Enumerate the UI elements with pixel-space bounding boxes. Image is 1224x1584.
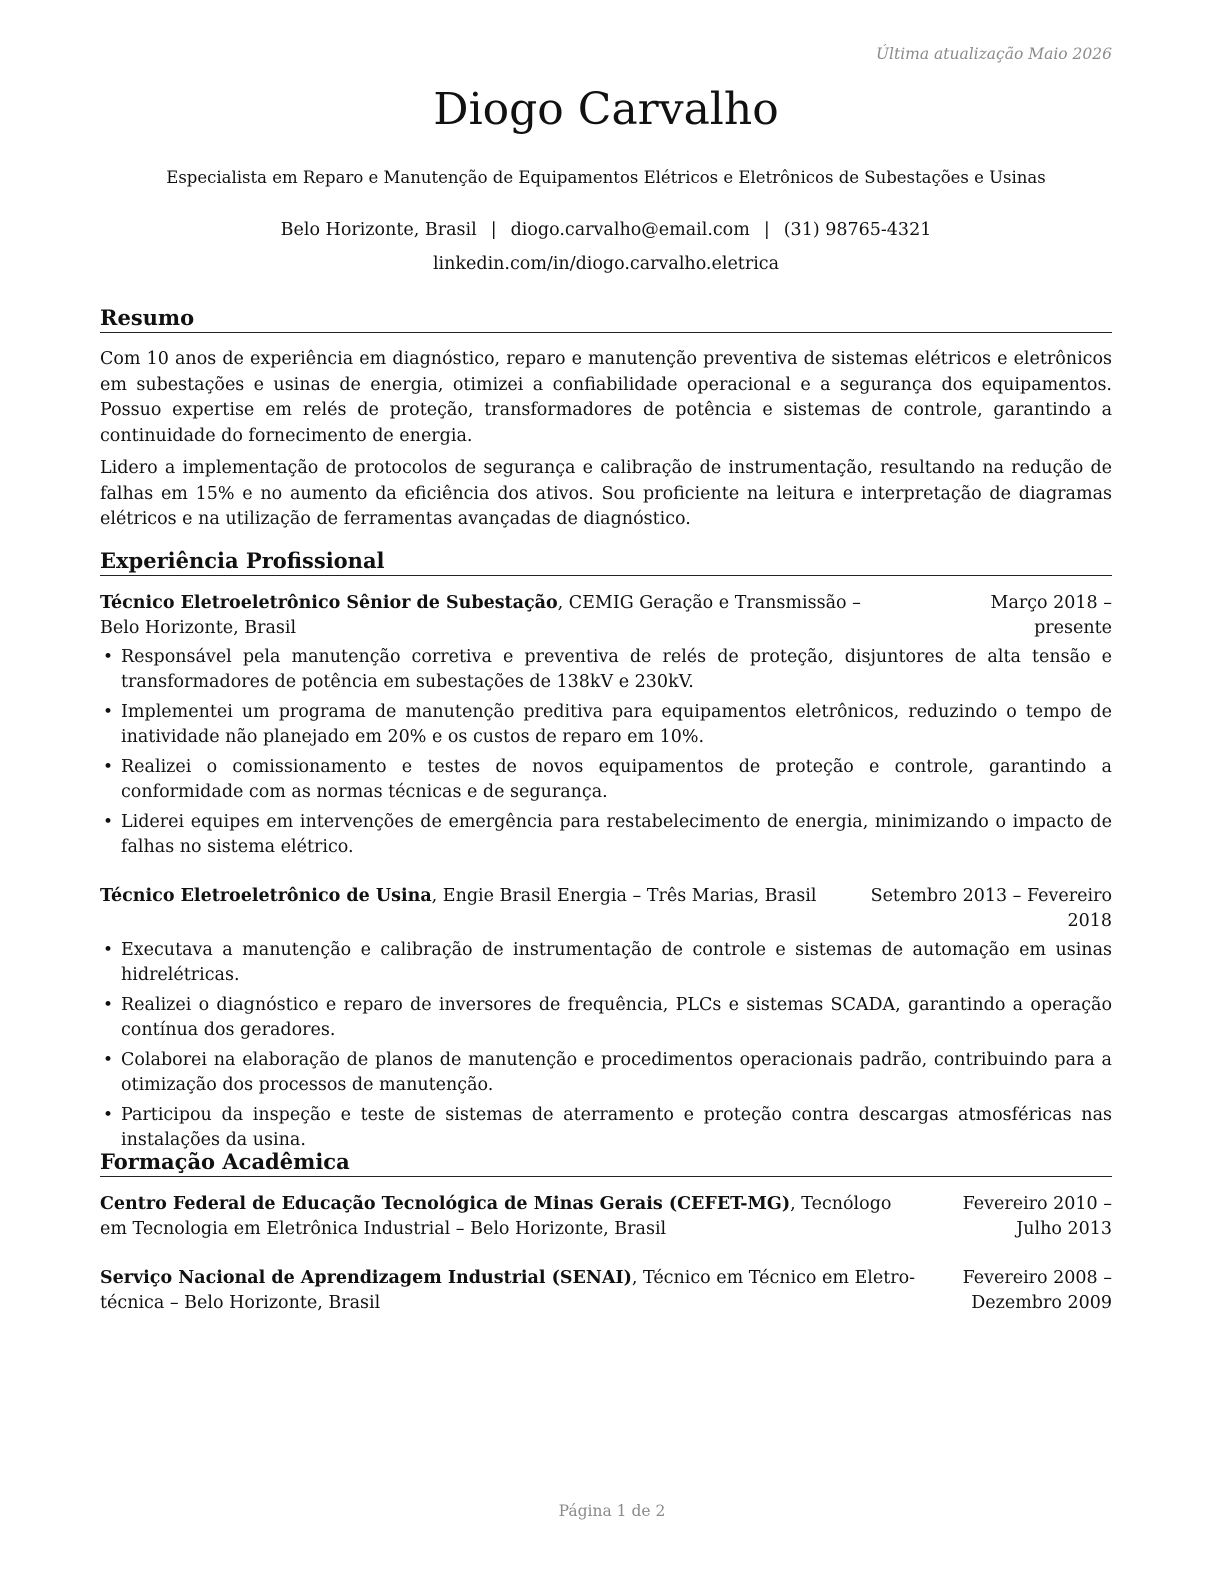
bullet-icon: •: [103, 1105, 114, 1125]
contact-separator: |: [490, 220, 497, 240]
list-item: • Liderei equipes em intervenções de emergência para restabelecimento de energia, minimizando o impacto de falhas no sistema elétrico.: [103, 812, 1112, 857]
list-item: • Participou da inspeção e teste de sistemas de aterramento e proteção contra descargas atmosféricas nas instalações da usina.: [103, 1105, 1112, 1150]
list-item: • Responsável pela manutenção corretiva e preventiva de relés de proteção, disjuntores de alta tensão e transformadores de potência em subestações de 138kV e 230kV.: [103, 647, 1112, 692]
section-title-education: Formação Acadêmica: [100, 1149, 1112, 1177]
institution-name: Centro Federal de Educação Tecnológica de Minas Gerais (CEFET-MG): [100, 1194, 791, 1214]
job-company: , Engie Brasil Energia – Três Marias, Brasil: [431, 886, 817, 906]
job-header: [100, 884, 1112, 934]
list-item: • Colaborei na elaboração de planos de manutenção e procedimentos operacionais padrão, contribuindo para a otimização dos processos de manutenção.: [103, 1050, 1112, 1095]
bullet-icon: •: [103, 702, 114, 722]
location: Belo Horizonte, Brasil: [280, 220, 477, 240]
bullet-icon: •: [103, 1050, 114, 1070]
tagline: Especialista em Reparo e Manutenção de Equipamentos Elétricos e Eletrônicos de Subestações e Usinas: [166, 168, 1046, 187]
bullet-icon: •: [103, 757, 114, 777]
linkedin-link[interactable]: linkedin.com/in/diogo.carvalho.eletrica: [432, 254, 780, 274]
list-item: • Executava a manutenção e calibração de instrumentação de controle e sistemas de automação em usinas hidrelétricas.: [103, 940, 1112, 985]
bullet-icon: •: [103, 940, 114, 960]
job-entry: [100, 884, 1112, 1158]
job-dates: Setembro 2013 – Fevereiro 2018: [870, 886, 1112, 931]
education-header: [100, 1266, 1112, 1316]
candidate-name: Diogo Carvalho: [433, 84, 779, 135]
degree-detail: , Tecnólogo em Tecnologia em Eletrônica Industrial – Belo Horizonte, Brasil: [100, 1194, 892, 1239]
section-title-experience: Experiência Profissional: [100, 548, 1112, 576]
degree-detail: , Técnico em Técnico em Eletro-técnica – Belo Horizonte, Brasil: [100, 1268, 916, 1313]
list-item: • Realizei o comissionamento e testes de novos equipamentos de proteção e controle, garantindo a conformidade com as normas técnicas e de segurança.: [103, 757, 1112, 802]
bullet-icon: •: [103, 812, 114, 832]
job-role: Técnico Eletroeletrônico de Usina: [100, 886, 432, 906]
job-bullets: [100, 938, 1112, 1153]
education-dates: Fevereiro 2008 – Dezembro 2009: [962, 1268, 1112, 1313]
job-header: [100, 591, 1112, 641]
bullet-icon: •: [103, 647, 114, 667]
summary-paragraph: Lidero a implementação de protocolos de segurança e calibração de instrumentação, resultando na redução de falhas em 15% e no aumento da eficiência dos ativos. Sou proficiente na leitura e interpretação de diagramas elétricos e na utilização de ferramentas avançadas de diagnóstico.: [100, 458, 1112, 529]
list-item: • Implementei um programa de manutenção preditiva para equipamentos eletrônicos, reduzindo o tempo de inatividade não planejado em 20% e os custos de reparo em 10%.: [103, 702, 1112, 747]
summary-paragraph: Com 10 anos de experiência em diagnóstico, reparo e manutenção preventiva de sistemas elétricos e eletrônicos em subestações e usinas de energia, otimizei a confiabilidade operacional e a segurança dos equipamentos. Possuo expertise em relés de proteção, transformadores de potência e sistemas de controle, garantindo a continuidade do fornecimento de energia.: [100, 349, 1112, 446]
phone: (31) 98765-4321: [783, 220, 932, 240]
institution-name: Serviço Nacional de Aprendizagem Industrial (SENAI): [100, 1268, 632, 1288]
education-entry: [100, 1266, 1112, 1316]
bullet-icon: •: [103, 995, 114, 1015]
job-entry: [100, 591, 1112, 865]
section-title-summary: Resumo: [100, 305, 1112, 333]
last-updated: Última atualização Maio 2026: [875, 45, 1112, 63]
job-company: , CEMIG Geração e Transmissão – Belo Horizonte, Brasil: [100, 593, 861, 638]
list-item: • Realizei o diagnóstico e reparo de inversores de frequência, PLCs e sistemas SCADA, garantindo a operação contínua dos geradores.: [103, 995, 1112, 1040]
contact-separator: |: [763, 220, 770, 240]
education-header: [100, 1192, 1112, 1242]
education-dates: Fevereiro 2010 – Julho 2013: [962, 1194, 1112, 1239]
education-entry: [100, 1192, 1112, 1242]
job-dates: Março 2018 – presente: [990, 593, 1112, 638]
resume-page: [100, 0, 1112, 1584]
page-number: Página 1 de 2: [558, 1502, 666, 1520]
job-role: Técnico Eletroeletrônico Sênior de Subestação: [100, 593, 558, 613]
job-bullets: [100, 645, 1112, 860]
contact-line: [100, 220, 1112, 240]
email-link[interactable]: diogo.carvalho@email.com: [510, 220, 750, 240]
